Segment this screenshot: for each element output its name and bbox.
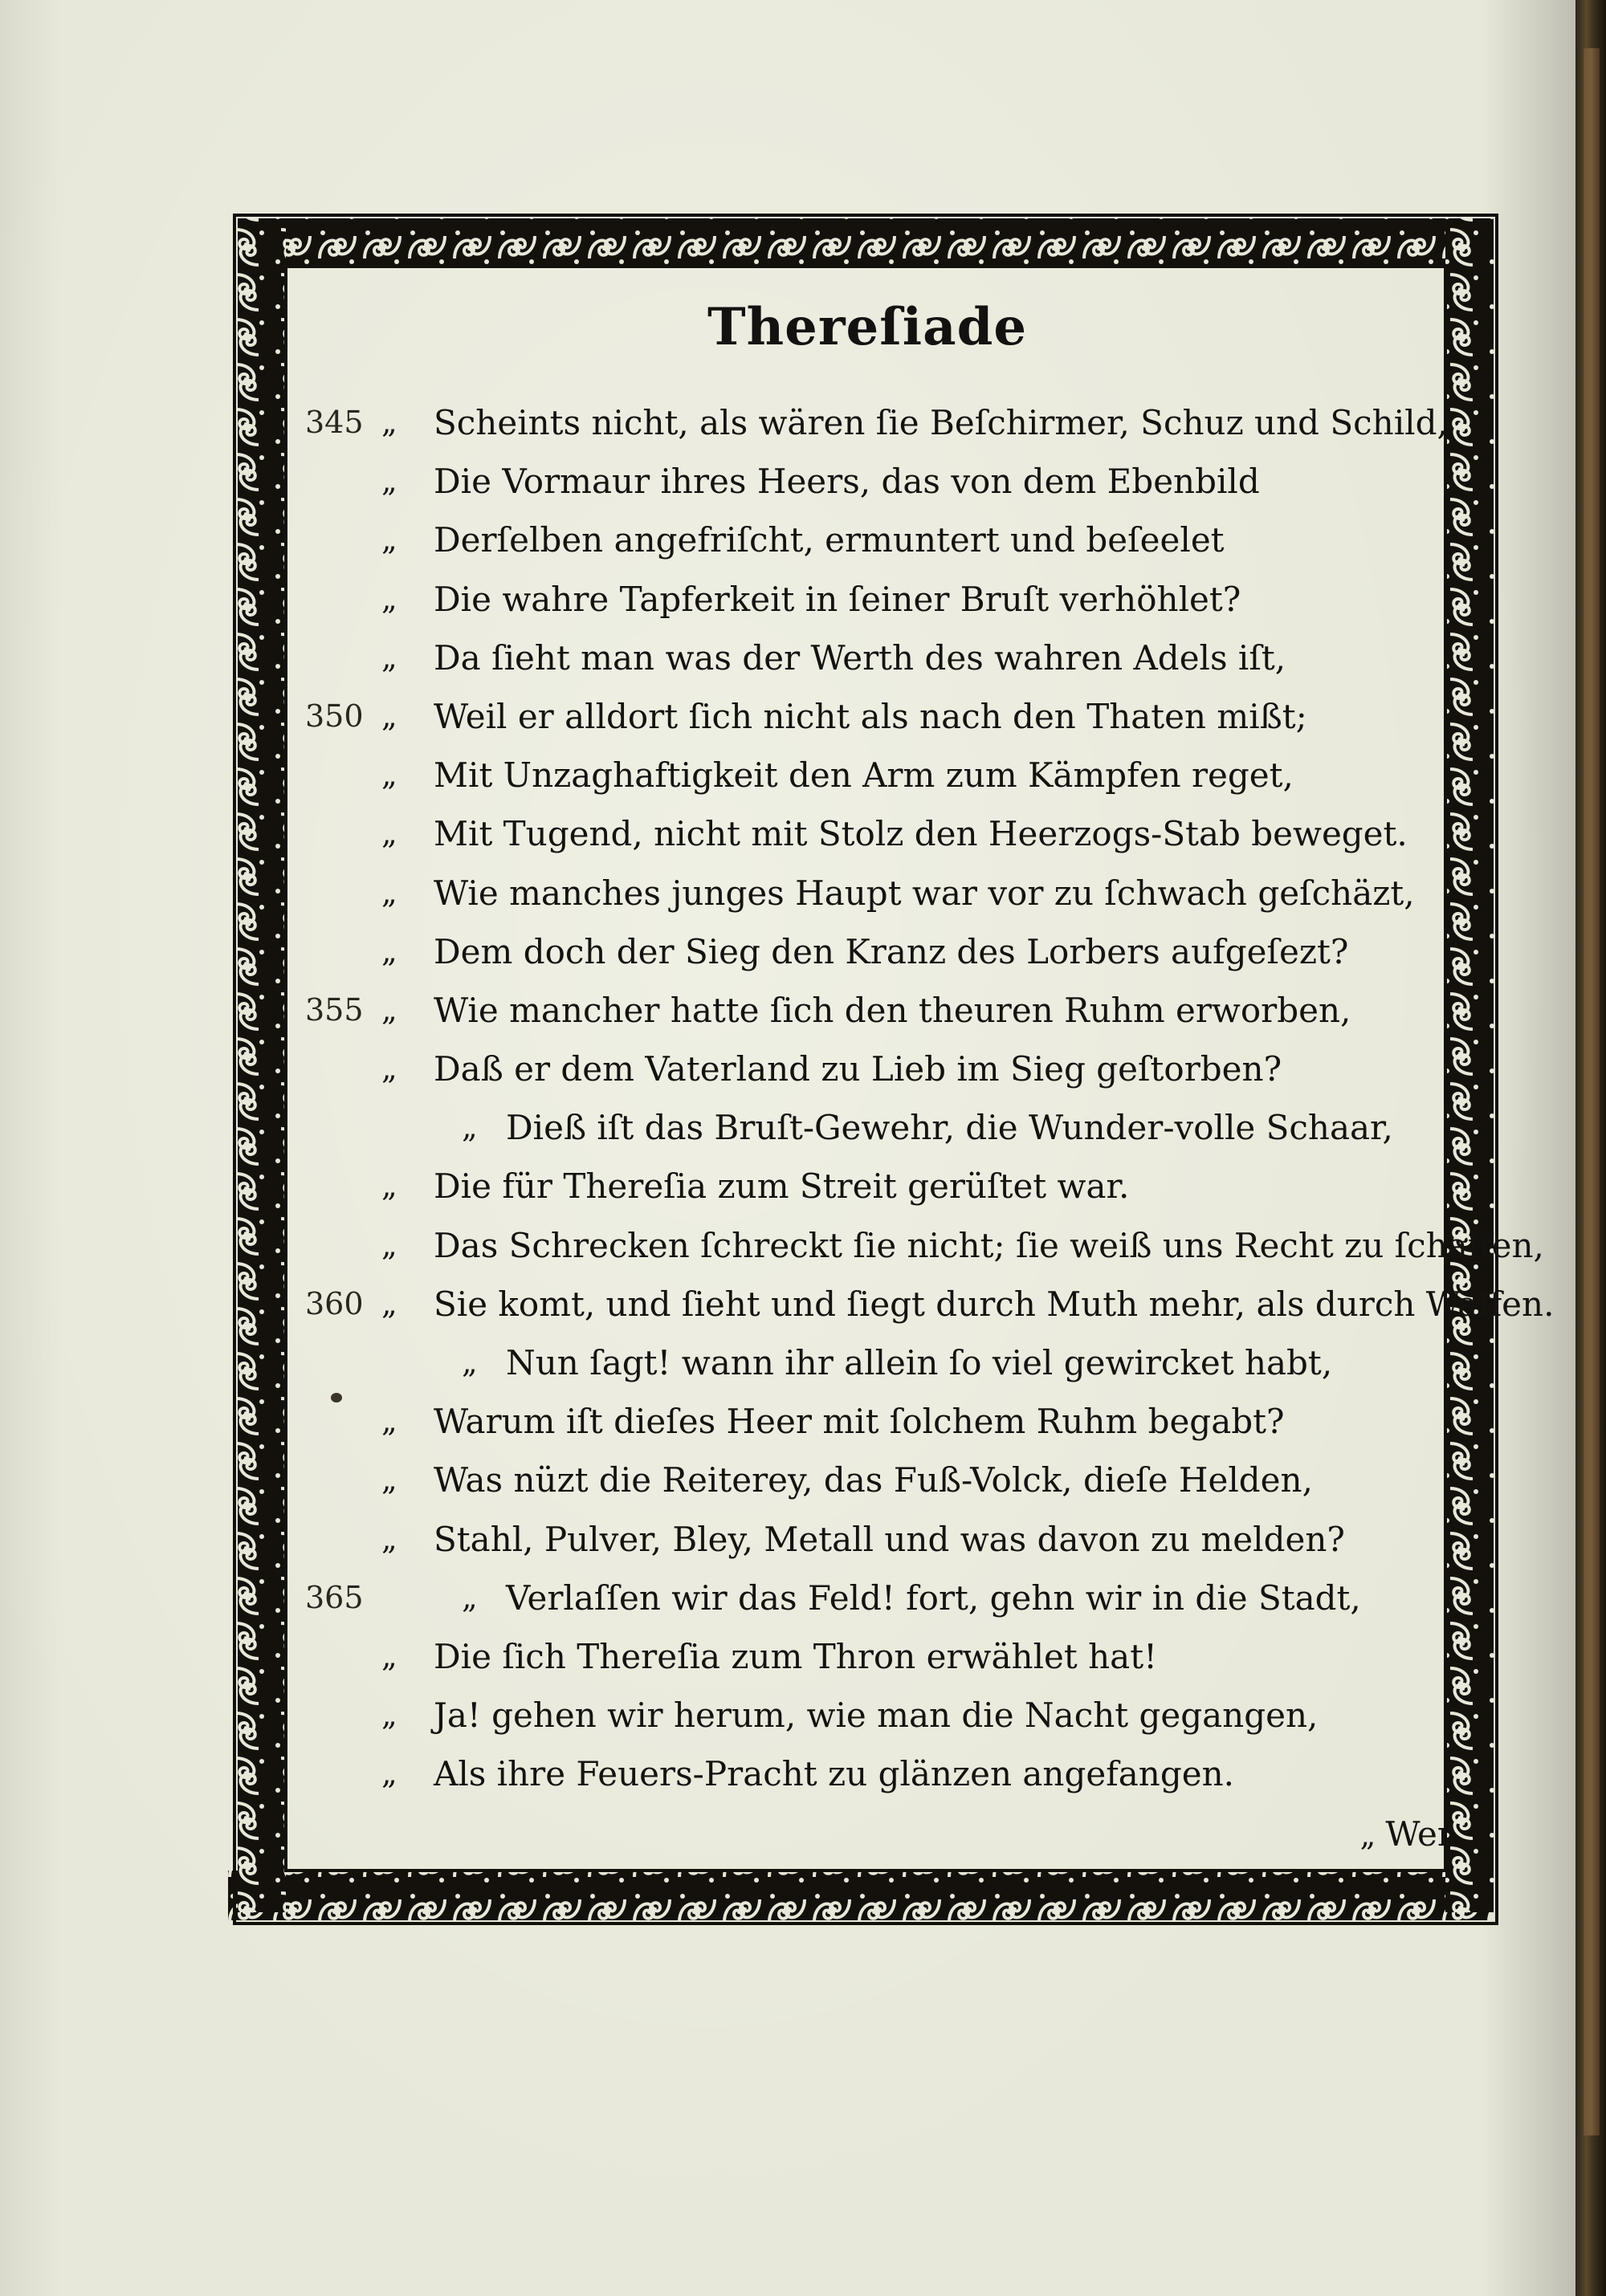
verse-text: Scheints nicht, als wären ſie Beſchirmer, Schuz und Schild, <box>434 403 1448 442</box>
binding-strip <box>1584 48 1600 2135</box>
border-right <box>1445 218 1494 1912</box>
quote-mark: „ <box>462 1579 478 1615</box>
verse-line <box>305 864 1445 922</box>
verse-line <box>305 922 1445 981</box>
verse-text: Was nüzt die Reiterey, das Fuß-Volck, dieſe Helden, <box>434 1460 1313 1500</box>
quote-mark: „ <box>381 1697 397 1733</box>
verse-text: Ja! gehen wir herum, wie man die Nacht gegangen, <box>434 1696 1319 1736</box>
verse-line <box>305 393 1448 452</box>
quote-mark: „ <box>462 1109 478 1146</box>
verse-text: Verlaſſen wir das Feld! fort, gehn wir in die Stadt, <box>506 1577 1361 1618</box>
quote-mark: „ <box>381 405 397 440</box>
verse-line <box>305 1157 1445 1215</box>
verse-line <box>305 1333 1445 1392</box>
quote-mark: „ <box>381 639 397 675</box>
quote-mark: „ <box>462 1345 478 1380</box>
quote-mark: „ <box>381 816 397 852</box>
verse-line <box>305 1627 1445 1686</box>
verse-line <box>305 981 1445 1040</box>
quote-mark: „ <box>381 522 397 558</box>
quote-mark: „ <box>381 991 397 1028</box>
catchword <box>1253 1814 1453 1854</box>
verse-line <box>305 570 1445 629</box>
verse-line <box>305 687 1445 746</box>
border-left <box>238 218 286 1912</box>
verse-line <box>305 1686 1445 1744</box>
quote-mark: „ <box>381 1227 397 1263</box>
verse-text: Dem doch der Sieg den Kranz des Lorbers aufgeſezt? <box>434 931 1349 971</box>
quote-mark: „ <box>381 1520 397 1557</box>
line-number: 360 <box>305 1285 364 1321</box>
verse-text: Stahl, Pulver, Bley, Metall und was davon zu melden? <box>434 1519 1345 1559</box>
verse-text: Als ihre Feuers-Pracht zu glänzen angefangen. <box>434 1754 1234 1794</box>
verse-text: Die Vormaur ihres Heers, das von dem Ebenbild <box>434 462 1260 502</box>
line-number: 345 <box>305 405 364 440</box>
quote-mark: „ <box>381 1285 397 1321</box>
quote-mark: „ <box>381 1462 397 1498</box>
verse-text: Wie manches junges Haupt war vor zu ſchwach geſchäzt, <box>434 873 1415 913</box>
verse-line <box>305 452 1445 511</box>
verse-block <box>305 393 1555 1804</box>
quote-mark: „ <box>381 1168 397 1204</box>
quote-mark: „ <box>381 1403 397 1439</box>
verse-text: Die ſich Thereſia zum Thron erwählet hat! <box>434 1636 1157 1676</box>
verse-line <box>305 1510 1445 1569</box>
verse-line <box>305 1392 1445 1451</box>
page-heading: Thereſiade <box>707 297 1028 357</box>
verse-line <box>305 629 1445 687</box>
verse-text: Die für Thereſia zum Streit gerüſtet war. <box>434 1166 1130 1207</box>
verse-line <box>305 746 1445 804</box>
verse-text: Sie komt, und ſieht und ſiegt durch Muth mehr, als durch Waffen. <box>434 1284 1555 1324</box>
line-number: 355 <box>305 991 364 1028</box>
ink-spot <box>331 1393 342 1402</box>
verse-line <box>305 1040 1445 1098</box>
quote-mark: „ <box>381 463 397 499</box>
verse-text: Warum iſt dieſes Heer mit ſolchem Ruhm begabt? <box>434 1402 1285 1442</box>
verse-text: Daß er dem Vaterland zu Lieb im Sieg geſtorben? <box>434 1049 1282 1089</box>
border-top <box>238 218 1494 267</box>
verse-text: Das Schrecken ſchreckt ſie nicht; ſie weiß uns Recht zu ſchaffen, <box>434 1225 1544 1265</box>
quote-mark: „ <box>381 1051 397 1087</box>
quote-mark: „ <box>381 580 397 617</box>
verse-text: Derſelben angefriſcht, ermuntert und beſeelet <box>434 520 1225 560</box>
verse-line <box>305 1569 1445 1627</box>
quote-mark: „ <box>381 933 397 969</box>
verse-line <box>305 1744 1445 1803</box>
verse-text: Dieß iſt das Bruſt-Gewehr, die Wunder-volle Schaar, <box>506 1108 1393 1148</box>
verse-text: Wie mancher hatte ſich den theuren Ruhm erworben, <box>434 990 1351 1030</box>
quote-mark: „ <box>381 757 397 793</box>
quote-mark: „ <box>381 698 397 734</box>
verse-text: Mit Tugend, nicht mit Stolz den Heerzogs-Stab beweget. <box>434 814 1408 854</box>
verse-line <box>305 1216 1544 1275</box>
verse-line <box>305 1098 1445 1157</box>
verse-text: Die wahre Tapferkeit in ſeiner Bruſt verhöhlet? <box>434 579 1241 619</box>
verse-line <box>305 511 1445 569</box>
verse-text: Mit Unzaghaftigkeit den Arm zum Kämpfen reget, <box>434 755 1294 796</box>
verse-text: Nun ſagt! wann ihr allein ſo viel gewircket habt, <box>506 1343 1333 1382</box>
border-bottom <box>228 1871 1489 1920</box>
verse-line <box>305 1451 1445 1509</box>
verse-line <box>305 1275 1555 1333</box>
quote-mark: „ <box>381 1756 397 1792</box>
verse-text: Weil er alldort ſich nicht als nach den Thaten mißt; <box>434 696 1307 736</box>
line-number: 365 <box>305 1579 364 1615</box>
quote-mark: „ <box>381 874 397 910</box>
quote-mark: „ <box>381 1638 397 1674</box>
quote-mark: „ <box>1359 1818 1376 1853</box>
verse-text: Da ſieht man was der Werth des wahren Adels iſt, <box>434 637 1286 678</box>
catchword-text: Wer <box>1385 1814 1453 1854</box>
line-number: 350 <box>305 698 364 734</box>
verse-line <box>305 804 1445 863</box>
